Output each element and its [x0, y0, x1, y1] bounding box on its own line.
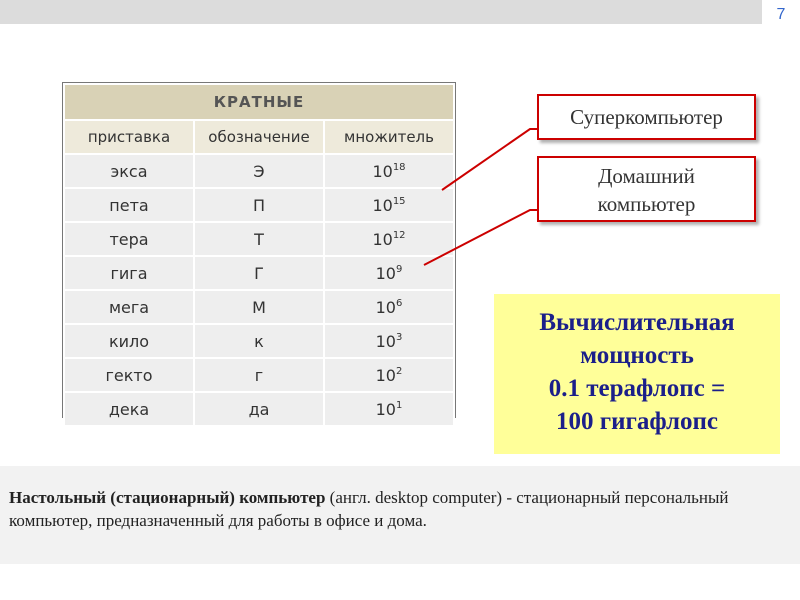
- power-line3: 0.1 терафлопс =: [548, 375, 726, 402]
- multiplier-cell: $10^9$: [324, 256, 454, 290]
- symbol-cell: П: [194, 188, 324, 222]
- symbol-cell: Т: [194, 222, 324, 256]
- definition-term: Настольный (стационарный) компьютер: [9, 488, 326, 507]
- power-line4: 100 гигафлопс: [555, 408, 719, 435]
- power-line1: Вычислительная: [539, 309, 735, 336]
- power-line2: мощность: [580, 342, 694, 369]
- column-header-multiplier: множитель: [324, 120, 454, 154]
- home-computer-label-line2: компьютер: [597, 192, 696, 216]
- symbol-cell: г: [194, 358, 324, 392]
- multiplier-cell: $10^{15}$: [324, 188, 454, 222]
- prefix-cell: экса: [64, 154, 194, 188]
- multiplier-cell: $10^2$: [324, 358, 454, 392]
- prefix-cell: кило: [64, 324, 194, 358]
- prefix-cell: тера: [64, 222, 194, 256]
- supercomputer-connector: [442, 129, 537, 190]
- prefix-cell: гекто: [64, 358, 194, 392]
- column-header-symbol: обозначение: [194, 120, 324, 154]
- symbol-cell: Э: [194, 154, 324, 188]
- definition-text: [0, 466, 800, 564]
- home-computer-connector: [424, 210, 537, 265]
- multiplier-cell: $10^6$: [324, 290, 454, 324]
- table-title: КРАТНЫЕ: [64, 84, 454, 120]
- multiplier-cell: $10^3$: [324, 324, 454, 358]
- column-header-prefix: приставка: [64, 120, 194, 154]
- symbol-cell: к: [194, 324, 324, 358]
- prefix-cell: мега: [64, 290, 194, 324]
- multiplier-cell: $10^{18}$: [324, 154, 454, 188]
- symbol-cell: да: [194, 392, 324, 426]
- symbol-cell: М: [194, 290, 324, 324]
- home-computer-callout: [537, 156, 756, 222]
- supercomputer-label: Суперкомпьютер: [570, 105, 723, 129]
- multiplier-cell: $10^{12}$: [324, 222, 454, 256]
- multiplier-cell: $10^1$: [324, 392, 454, 426]
- definition-body: (англ. desktop computer) - стационарный персональный компьютер, предназначенный для работы в офисе и дома.: [9, 488, 729, 530]
- prefix-cell: пета: [64, 188, 194, 222]
- computing-power-box: [494, 294, 780, 454]
- prefix-cell: дека: [64, 392, 194, 426]
- prefix-cell: гига: [64, 256, 194, 290]
- home-computer-label-line1: Домашний: [598, 164, 695, 188]
- supercomputer-callout: [537, 94, 756, 140]
- slide-number: 7: [762, 0, 800, 30]
- symbol-cell: Г: [194, 256, 324, 290]
